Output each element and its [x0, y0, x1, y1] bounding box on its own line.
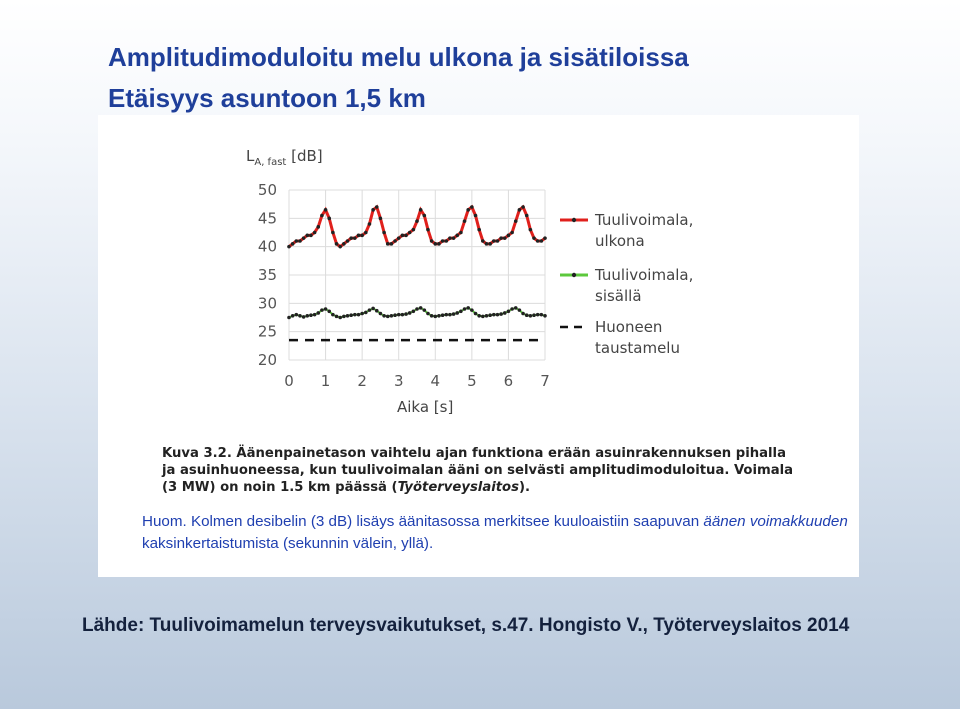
series-point [444, 313, 448, 317]
y-tick-label: 25 [257, 322, 277, 341]
series-point [452, 312, 456, 316]
x-axis-label: Aika [s] [397, 398, 454, 416]
series-point [474, 214, 478, 218]
series-point [463, 219, 467, 223]
series-point [543, 236, 547, 240]
note-part2: kaksinkertaistumista (sekunnin välein, yllä). [142, 535, 434, 552]
series-point [390, 314, 394, 318]
y-tick-label: 40 [257, 237, 277, 256]
series-point [320, 214, 324, 218]
series-point [543, 314, 547, 318]
x-tick-label: 3 [393, 372, 404, 390]
series-point [430, 314, 434, 318]
series-point [529, 228, 533, 232]
series-point [338, 245, 342, 249]
series-point [466, 306, 470, 310]
note-italic: äänen voimakkuuden [703, 513, 848, 530]
series-point [496, 239, 500, 243]
x-tick-label: 4 [430, 372, 441, 390]
series-point [437, 314, 441, 318]
series-point [360, 234, 364, 238]
series-point [444, 239, 448, 243]
series-point [357, 313, 361, 317]
series-point [404, 234, 408, 238]
series-point [342, 315, 346, 319]
series-point [419, 208, 423, 212]
series-point [386, 242, 390, 246]
series-point [536, 239, 540, 243]
series-point [401, 313, 405, 317]
series-point [364, 311, 368, 315]
series-point [379, 312, 383, 316]
series-point [532, 236, 536, 240]
series-point [499, 236, 503, 240]
series-point [514, 306, 518, 310]
series-point [503, 311, 507, 315]
series-point [346, 314, 350, 318]
series-point [305, 314, 309, 318]
series-point [349, 236, 353, 240]
series-point [423, 308, 427, 312]
series-point [488, 242, 492, 246]
series-point [430, 239, 434, 243]
series-point [375, 309, 379, 313]
series-point [459, 309, 463, 313]
series-point [375, 205, 379, 209]
series-point [455, 311, 459, 315]
series-point [349, 313, 353, 317]
series-point [368, 222, 372, 226]
series-point [298, 314, 302, 318]
series-point [412, 228, 416, 232]
series-point [503, 236, 507, 240]
series-point [423, 214, 427, 218]
series-point [357, 234, 361, 238]
series-point [536, 313, 540, 317]
series-point [415, 307, 419, 311]
series-point [313, 231, 317, 235]
series-point [295, 313, 299, 317]
series-point [492, 239, 496, 243]
series-point [371, 208, 375, 212]
note-text [142, 511, 857, 555]
series-point [302, 315, 306, 319]
figure-caption [162, 445, 802, 496]
series-point [525, 214, 529, 218]
series-point [327, 217, 331, 221]
series-point [390, 242, 394, 246]
series-point [452, 236, 456, 240]
series-point [353, 236, 357, 240]
legend-label: taustamelu [595, 339, 680, 357]
series-point [540, 313, 544, 317]
series-point [382, 314, 386, 318]
source-citation: Lähde: Tuulivoimamelun terveysvaikutukset, s.47. Hongisto V., Työterveyslaitos 2014 [82, 615, 850, 636]
chart-legend [560, 211, 693, 357]
series-point [470, 308, 474, 312]
series-point [426, 312, 430, 316]
y-tick-label: 35 [257, 266, 277, 284]
series-point [441, 239, 445, 243]
series-point [382, 231, 386, 235]
series-point [404, 312, 408, 316]
series-point [477, 228, 481, 232]
series-point [525, 313, 529, 317]
series-point [397, 313, 401, 317]
series-point [346, 239, 350, 243]
legend-label: sisällä [595, 287, 642, 305]
series-point [466, 208, 470, 212]
series-point [532, 313, 536, 317]
series-point [316, 225, 320, 229]
series-point [412, 309, 416, 313]
series-point [371, 307, 375, 311]
series-point [316, 311, 320, 315]
x-tick-label: 1 [320, 372, 331, 390]
series-point [437, 242, 441, 246]
series-point [397, 236, 401, 240]
series-point [287, 316, 291, 320]
series-point [342, 242, 346, 246]
series-point [331, 231, 335, 235]
series-point [331, 313, 335, 317]
series-point [338, 316, 342, 320]
y-tick-labels [258, 181, 277, 369]
series-point [408, 231, 412, 235]
series-point [481, 315, 485, 319]
figure-caption-text: Äänenpainetason vaihtelu ajan funktiona erään asuinrakennuksen pihalla ja asuinhuoneessa, kun tuulivoimalan ääni on selvästi amplitudimoduloitua. Voimala (3 MW) on noin 1.5 km päässä ( [162, 446, 794, 495]
note-part1: Huom. Kolmen desibelin (3 dB) lisäys äänitasossa merkitsee kuuloaistiin saapuvan [142, 513, 704, 530]
figure-caption-label: Kuva 3.2. [162, 446, 232, 461]
legend-marker [572, 218, 576, 222]
series-point [324, 307, 328, 311]
series-point [518, 308, 522, 312]
series-point [433, 315, 437, 319]
series-point [488, 313, 492, 317]
series-point [499, 312, 503, 316]
series-point [401, 234, 405, 238]
series-point [514, 219, 518, 223]
y-axis-label: $L_{A, fast}$ [dB] [246, 147, 323, 168]
series-point [419, 306, 423, 310]
series-point [477, 314, 481, 318]
sound-level-chart [98, 115, 859, 445]
page-title: Amplitudimoduloitu melu ulkona ja sisätiloissa [108, 42, 689, 72]
series-point [287, 245, 291, 249]
x-tick-label: 0 [284, 372, 294, 390]
series-point [335, 242, 339, 246]
series-point [320, 308, 324, 312]
series-point [492, 313, 496, 317]
series-point [386, 315, 390, 319]
x-tick-label: 6 [503, 372, 514, 390]
series-point [309, 313, 313, 317]
series-point [305, 234, 309, 238]
series-point [368, 308, 372, 312]
series-point [507, 234, 511, 238]
series-point [510, 231, 514, 235]
figure-caption-italic: Työterveyslaitos [397, 480, 519, 495]
series-point [507, 309, 511, 313]
series-point [485, 242, 489, 246]
series-point [408, 311, 412, 315]
series-point [441, 313, 445, 317]
series-point [463, 307, 467, 311]
series-point [474, 312, 478, 316]
series-point [521, 312, 525, 316]
x-tick-label: 5 [467, 372, 477, 390]
series-point [393, 313, 397, 317]
legend-label: Tuulivoimala, [595, 211, 694, 229]
y-tick-label: 20 [257, 351, 277, 369]
series-point [455, 234, 459, 238]
figure-panel [98, 115, 859, 577]
page-subtitle: Etäisyys asuntoon 1,5 km [108, 83, 426, 113]
series-point [426, 228, 430, 232]
legend-label: Tuulivoimala, [595, 266, 694, 284]
series-point [298, 239, 302, 243]
legend-label: ulkona [595, 232, 645, 250]
series-point [448, 236, 452, 240]
series-point [295, 239, 299, 243]
x-tick-labels [284, 372, 550, 390]
series-point [433, 242, 437, 246]
x-tick-label: 7 [540, 372, 550, 390]
series-point [364, 231, 368, 235]
y-tick-label: 45 [257, 209, 277, 228]
x-tick-label: 2 [357, 372, 367, 390]
series-point [485, 314, 489, 318]
series-point [529, 314, 533, 318]
series-line-0 [289, 207, 545, 247]
series-point [448, 313, 452, 317]
series-point [324, 208, 328, 212]
series-point [309, 234, 313, 238]
series-point [510, 307, 514, 311]
series-point [540, 239, 544, 243]
series-point [393, 239, 397, 243]
series-point [415, 219, 419, 223]
legend-label: Huoneen [595, 318, 663, 336]
series-point [313, 313, 317, 317]
series-point [496, 313, 500, 317]
y-tick-label: 30 [257, 294, 277, 313]
series-point [459, 231, 463, 235]
legend-marker [572, 273, 576, 277]
series-point [470, 205, 474, 209]
series-point [360, 312, 364, 316]
series-point [335, 315, 339, 319]
series-point [302, 236, 306, 240]
series-point [481, 239, 485, 243]
series-point [518, 208, 522, 212]
series-point [327, 309, 331, 313]
series-point [353, 313, 357, 317]
series-point [291, 242, 295, 246]
series-point [379, 217, 383, 221]
series-point [291, 314, 295, 318]
series-point [521, 205, 525, 209]
y-tick-label: 50 [257, 181, 277, 199]
chart-series [287, 205, 547, 340]
figure-caption-end: ). [518, 480, 530, 495]
